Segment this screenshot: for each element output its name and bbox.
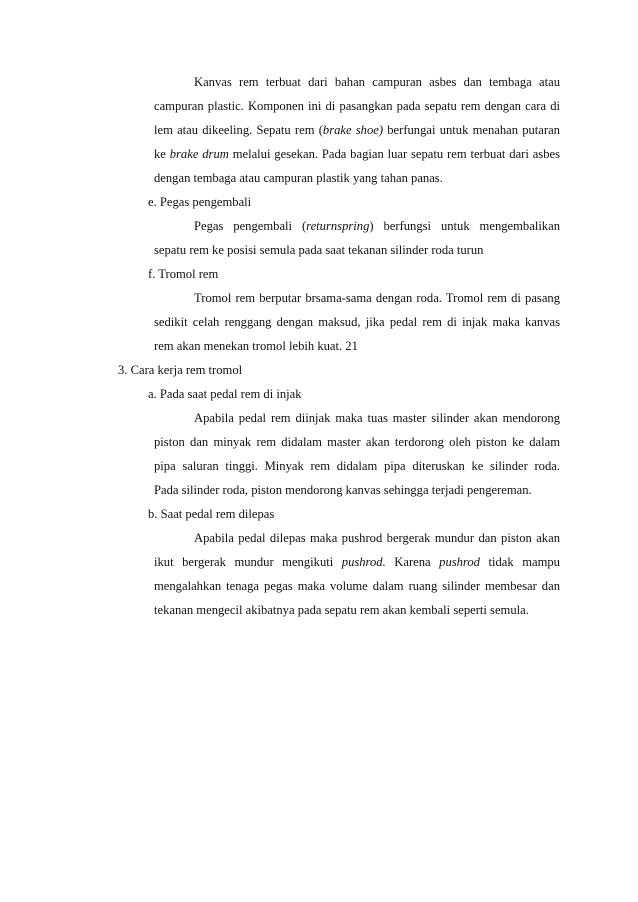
kanvas-line-5: dengan tembaga atau campuran plastik yang tahan panas. <box>154 171 443 185</box>
tromol-line-3: rem akan menekan tromol lebih kuat. 21 <box>154 339 358 353</box>
text-span: ) berfungsi untuk mengembalikan <box>369 219 560 233</box>
subsection-heading-a: a. Pada saat pedal rem di injak <box>148 387 302 401</box>
italic-term: pushrod <box>439 555 480 569</box>
b-line-1: Apabila pedal dilepas maka pushrod bergerak mundur dan piston akan <box>194 531 560 545</box>
a-line-1: Apabila pedal rem diinjak maka tuas master silinder akan mendorong <box>194 411 560 425</box>
text-span: melalui gesekan. Pada bagian luar sepatu rem terbuat dari asbes <box>228 147 560 161</box>
b-line-4: tekanan mengecil akibatnya pada sepatu rem akan kembali seperti semula. <box>154 603 529 617</box>
text-span: tidak mampu <box>479 555 560 569</box>
italic-term: pushrod. <box>341 555 386 569</box>
b-line-2 <box>154 554 560 570</box>
section-heading-pegas: e. Pegas pengembali <box>148 195 252 209</box>
section-heading-cara-kerja: 3. Cara kerja rem tromol <box>118 363 243 377</box>
text-span: Karena <box>385 555 440 569</box>
kanvas-line-1: Kanvas rem terbuat dari bahan campuran asbes dan tembaga atau <box>194 75 560 89</box>
text-span: Pegas pengembali ( <box>194 219 307 233</box>
b-line-3: mengalahkan tenaga pegas maka volume dalam ruang silinder membesar dan <box>154 579 560 593</box>
pegas-line-1 <box>194 218 560 234</box>
kanvas-line-2: campuran plastic. Komponen ini di pasangkan pada sepatu rem dengan cara di <box>154 99 560 113</box>
text-span: berfungai untuk menahan putaran <box>383 123 560 137</box>
tromol-line-1: Tromol rem berputar brsama-sama dengan roda. Tromol rem di pasang <box>194 291 560 305</box>
section-heading-tromol: f. Tromol rem <box>148 267 219 281</box>
italic-term: brake shoe) <box>322 123 384 137</box>
pegas-line-2: sepatu rem ke posisi semula pada saat tekanan silinder roda turun <box>154 243 484 257</box>
italic-term: brake drum <box>169 147 229 161</box>
text-span: ke <box>154 147 170 161</box>
a-line-4: Pada silinder roda, piston mendorong kanvas sehingga terjadi pengereman. <box>154 483 532 497</box>
a-line-3: pipa saluran tinggi. Minyak rem didalam pipa diteruskan ke silinder roda. <box>154 459 560 473</box>
kanvas-line-3 <box>154 122 560 138</box>
subsection-heading-b: b. Saat pedal rem dilepas <box>148 507 275 521</box>
text-span: ikut bergerak mundur mengikuti <box>154 555 342 569</box>
italic-term: returnspring <box>306 219 370 233</box>
tromol-line-2: sedikit celah renggang dengan maksud, jika pedal rem di injak maka kanvas <box>154 315 560 329</box>
text-span: lem atau dikeeling. Sepatu rem ( <box>154 123 323 137</box>
kanvas-line-4 <box>154 146 560 162</box>
a-line-2: piston dan minyak rem didalam master akan terdorong oleh piston ke dalam <box>154 435 560 449</box>
